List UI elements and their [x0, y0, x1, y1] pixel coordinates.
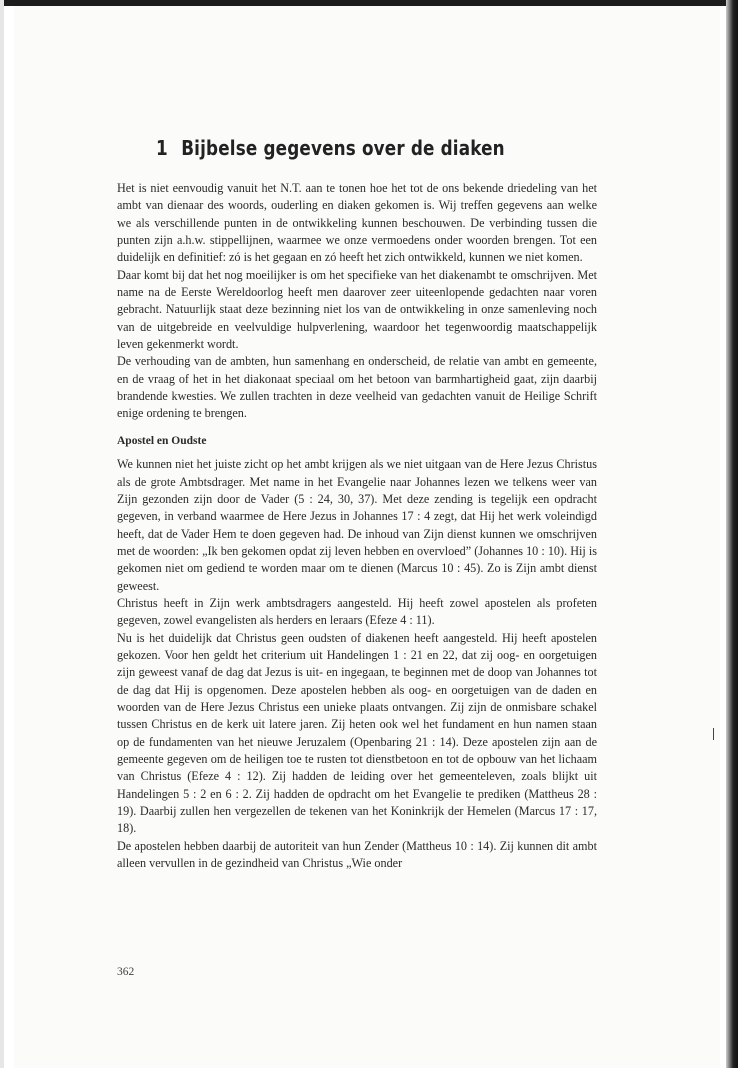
section-heading: Apostel en Oudste: [117, 434, 207, 447]
paragraph: Het is niet eenvoudig vanuit het N.T. aan te tonen hoe het tot de ons bekende driedeling van het ambt van dienaar des woords, ouderling en diaken gekomen is. Wij treffen gegevens aan welke we als verschillende punten in de ontwikkeling kunnen beschouwen. De verbinding tussen die punten zijn a.h.w. stippellijnen, waarmee we onze vermoedens onder woorden brengen. Tot een duidelijk en definitief: zó is het gegaan en zó heeft het zich ontwikkeld, kunnen we niet komen.: [117, 181, 597, 265]
scan-border-right: [726, 0, 738, 1068]
paragraph: Christus heeft in Zijn werk ambtsdragers aangesteld. Hij heeft zowel apostelen als profeten gegeven, zowel evangelisten als herders en leraars (Efeze 4 : 11).: [117, 595, 597, 628]
paragraph: De verhouding van de ambten, hun samenhang en onderscheid, de relatie van ambt en gemeente, en de vraag of het in het diakonaat speciaal om het betoon van barmhartigheid gaat, zijn daarbij brandende kwesties. We zullen trachten in deze veelheid van gedachten vanuit de Heilige Schrift enige ordening te brengen.: [117, 354, 597, 421]
paragraph: Nu is het duidelijk dat Christus geen oudsten of diakenen heeft aangesteld. Hij heeft apostelen gekozen. Voor hen geldt het criterium uit Handelingen 1 : 21 en 22, dat zij oog- en oorgetuigen zijn geweest vanaf de dag dat Jezus is uit- en ingegaan, te beginnen met de doop van Johannes tot de dag dat Hij is opgenomen. Deze apostelen hebben als oog- en oorgetuigen van de daden en woorden van de Here Jezus Christus een unieke plaats ontvangen. Zij zijn de onmisbare schakel tussen Christus en de kerk uit latere jaren. Zij heten ook wel het fundament en hun namen staan op de fundamenten van het nieuwe Jeruzalem (Openbaring 21 : 14). Deze apostelen zijn aan de gemeente gegeven om de heiligen toe te rusten tot dienstbetoon en tot de opbouw van het lichaam van Christus (Efeze 4 : 12). Zij hadden de leiding over het gemeenteleven, zoals blijkt uit Handelingen 5 : 2 en 6 : 2. Zij hadden de opdracht om het Evangelie te prediken (Mattheus 28 : 19). Daarbij zullen hen vergezellen de tekenen van het Koninkrijk der Hemelen (Marcus 17 : 17, 18).: [117, 630, 597, 836]
chapter-heading: [156, 136, 505, 160]
page-number: 362: [117, 966, 135, 978]
chapter-title: Bijbelse gegevens over de diaken: [181, 136, 505, 160]
chapter-number: 1: [156, 136, 168, 160]
body-text: [117, 180, 597, 872]
paragraph: Daar komt bij dat het nog moeilijker is om het specifieke van het diakenambt te omschrijven. Met name na de Eerste Wereldoorlog heeft men daarover zeer uiteenlopende gedachten naar voren gebracht. Natuurlijk staat deze bezinning niet los van de ontwikkeling in onze samenleving noch van de uitgebreide en veelvuldige hulpverlening, waardoor het tegenwoordig maatschappelijk leven gekenmerkt wordt.: [117, 267, 597, 352]
scan-border-left: [0, 0, 4, 1068]
margin-mark: [713, 728, 714, 740]
paragraph: We kunnen niet het juiste zicht op het ambt krijgen als we niet uitgaan van de Here Jezus Christus als de grote Ambtsdrager. Met name in het Evangelie naar Johannes lezen we telkens weer van Zijn gezonden zijn door de Vader (5 : 24, 30, 37). Met deze zending is tegelijk een opdracht gegeven, in verband waarmee de Here Jezus in Johannes 17 : 4 zegt, dat Hij het werk voleindigd heeft, dat de Vader Hem te doen gegeven had. De inhoud van Zijn dienst kunnen we omschrijven met de woorden: „Ik ben gekomen opdat zij leven hebben en overvloed” (Johannes 10 : 10). Hij is gekomen niet om gediend te worden maar om te dienen (Marcus 10 : 45). Zo is Zijn ambt dienst geweest.: [117, 457, 597, 593]
paragraph: De apostelen hebben daarbij de autoriteit van hun Zender (Mattheus 10 : 14). Zij kunnen dit ambt alleen vervullen in de gezindheid van Christus „Wie onder: [117, 838, 597, 871]
